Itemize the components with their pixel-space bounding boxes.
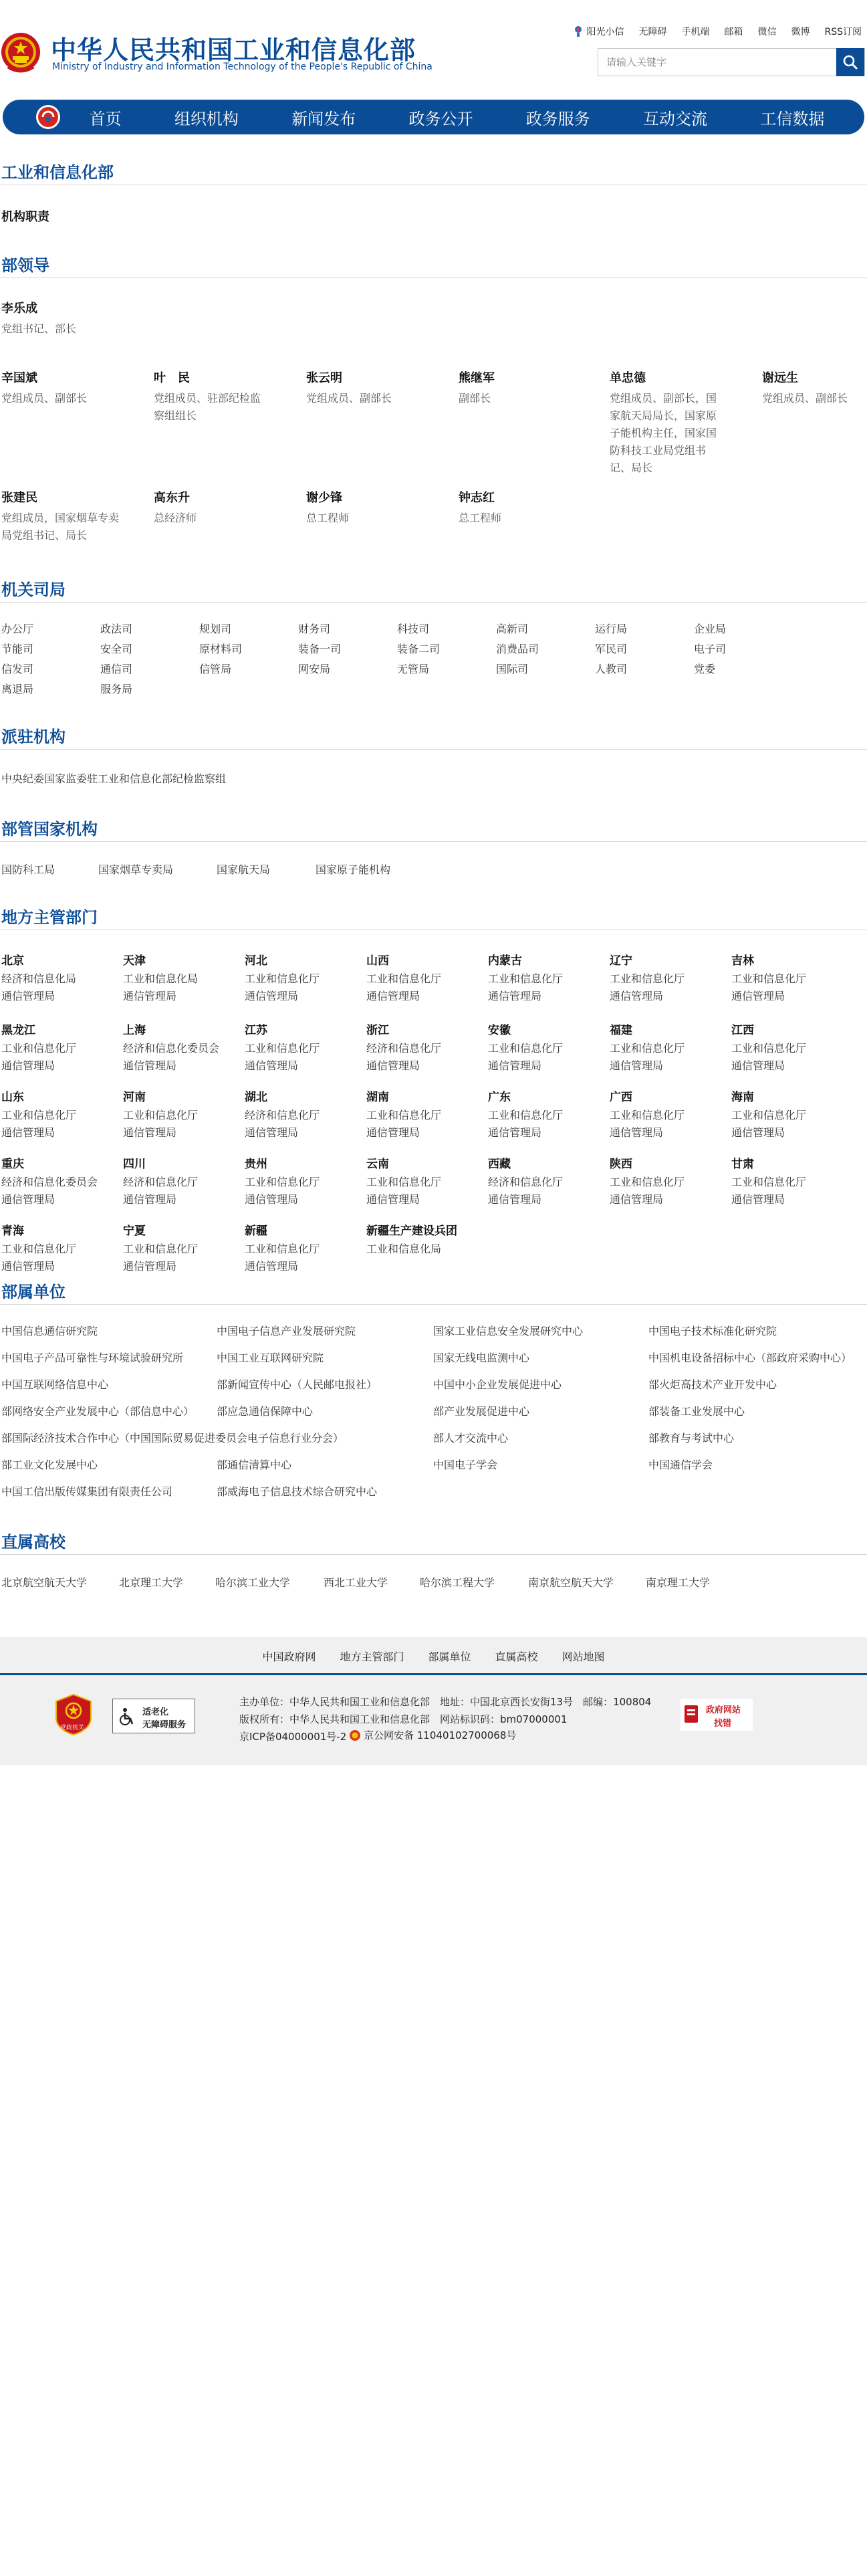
province-industry-link[interactable]: 经济和信息化厅 (366, 1042, 442, 1055)
province-name: 青海 (1, 1224, 24, 1238)
province-industry-link[interactable]: 工业和信息化厅 (245, 972, 320, 985)
site-title-en: Ministry of Industry and Information Technology of the People's Republic of China (52, 62, 432, 72)
province-telecom-link[interactable]: 通信管理局 (1, 1193, 55, 1206)
province-industry-link[interactable]: 经济和信息化厅 (123, 1176, 199, 1188)
top-link-rss[interactable]: RSS订阅 (824, 27, 862, 37)
province-industry-link[interactable]: 工业和信息化厅 (245, 1243, 320, 1255)
national-link[interactable]: 国防科工局 (1, 863, 55, 876)
local-authority-cell (731, 951, 806, 1005)
local-authority-cell (245, 1087, 320, 1142)
unit-link[interactable]: 部威海电子信息技术综合研究中心 (217, 1485, 378, 1498)
section-title-stationed: 派驻机构 (1, 728, 66, 746)
unit-link[interactable]: 国家工业信息安全发展研究中心 (433, 1325, 584, 1337)
footer-link-gov[interactable]: 中国政府网 (262, 1650, 316, 1663)
top-link-mobile[interactable]: 手机端 (681, 27, 710, 37)
province-telecom-link[interactable]: 通信管理局 (1, 1126, 55, 1139)
province-industry-link[interactable]: 经济和信息化委员会 (123, 1042, 220, 1055)
local-grid (1, 951, 864, 1273)
local-authority-cell (488, 951, 563, 1005)
accessibility-label: 无障碍服务 (142, 1720, 187, 1730)
province-name: 河南 (123, 1091, 146, 1104)
province-telecom-link[interactable]: 通信管理局 (366, 1193, 420, 1206)
footer-host: 主办单位：中华人民共和国工业和信息化部 地址：中国北京西长安街13号 邮编：100804 (239, 1696, 652, 1708)
universities-list (1, 1574, 864, 1590)
province-industry-link[interactable]: 工业和信息化厅 (610, 1042, 685, 1055)
local-authority-cell (488, 1154, 563, 1208)
province-telecom-link[interactable]: 通信管理局 (731, 990, 785, 1002)
province-telecom-link[interactable]: 通信管理局 (123, 1059, 177, 1072)
university-link[interactable]: 哈尔滨工业大学 (215, 1576, 291, 1589)
local-authority-cell (366, 1221, 457, 1258)
footer-police-label: 京公网安备 11040102700068号 (364, 1729, 517, 1741)
province-industry-link[interactable]: 工业和信息化厅 (731, 1176, 807, 1188)
national-list (1, 861, 536, 877)
local-authority-cell (488, 1087, 563, 1142)
local-authority-cell (1, 951, 76, 1005)
leader-card[interactable] (762, 368, 866, 407)
dept-link[interactable]: 党委 (694, 663, 716, 675)
province-telecom-link[interactable]: 通信管理局 (488, 1059, 542, 1072)
section-title-departments: 机关司局 (1, 580, 66, 599)
national-emblem-icon (0, 29, 41, 76)
province-telecom-link[interactable]: 通信管理局 (488, 1193, 542, 1206)
province-name: 宁夏 (123, 1224, 146, 1238)
local-authority-cell (245, 1021, 320, 1075)
unit-link[interactable]: 部工业文化发展中心 (1, 1459, 98, 1471)
leader-card[interactable] (154, 368, 267, 425)
leader-role: 党组成员、副部长，国家航天局局长，国家原子能机构主任，国家国防科技工业局党组书记、局长 (610, 392, 717, 474)
province-industry-link[interactable]: 工业和信息化厅 (123, 1243, 199, 1255)
province-industry-link[interactable]: 工业和信息化厅 (366, 1176, 442, 1188)
accessibility-label: 适老化 (142, 1707, 169, 1717)
unit-link[interactable]: 中国电子信息产业发展研究院 (217, 1325, 356, 1337)
province-telecom-link[interactable]: 通信管理局 (1, 1260, 55, 1273)
leader-role: 党组书记、部长 (1, 322, 77, 335)
province-industry-link[interactable]: 工业和信息化厅 (488, 972, 564, 985)
local-authority-cell (488, 1021, 563, 1075)
province-telecom-link[interactable]: 通信管理局 (123, 1260, 177, 1273)
dept-link[interactable]: 信管局 (199, 663, 232, 675)
leader-name: 熊继军 (459, 371, 495, 385)
leader-name: 辛国斌 (1, 371, 37, 385)
leader-card[interactable] (610, 368, 723, 477)
nav-home[interactable]: 首页 (89, 109, 122, 128)
nav-gov-services[interactable]: 政务服务 (525, 109, 590, 128)
leader-role: 党组成员、驻部纪检监察组组长 (154, 392, 261, 422)
unit-link[interactable]: 部装备工业发展中心 (648, 1405, 745, 1418)
province-name: 新疆 (245, 1224, 267, 1238)
unit-link[interactable]: 部新闻宣传中心（人民邮电报社） (217, 1378, 378, 1391)
university-link[interactable]: 北京理工大学 (119, 1576, 184, 1589)
party-gov-badge-label: 党政机关 (60, 1725, 85, 1731)
site-title-cn: 中华人民共和国工业和信息化部 (51, 35, 416, 65)
footer-link-local[interactable]: 地方主管部门 (340, 1650, 404, 1663)
leader-name: 钟志红 (459, 491, 495, 505)
province-industry-link[interactable]: 工业和信息化厅 (245, 1042, 320, 1055)
province-name: 江苏 (245, 1024, 267, 1037)
province-industry-link[interactable]: 工业和信息化厅 (610, 1109, 685, 1121)
dept-link[interactable]: 企业局 (694, 623, 727, 635)
province-name: 西藏 (488, 1158, 511, 1171)
leader-role: 党组成员，国家烟草专卖局党组书记、局长 (1, 512, 120, 542)
province-telecom-link[interactable]: 通信管理局 (366, 1126, 420, 1139)
dept-link[interactable]: 国际司 (496, 663, 529, 675)
leader-role: 总经济师 (154, 512, 197, 524)
leader-role: 党组成员、副部长 (762, 392, 848, 405)
local-authority-cell (123, 1087, 198, 1142)
dept-link[interactable]: 装备二司 (397, 643, 441, 655)
province-name: 安徽 (488, 1024, 511, 1037)
unit-link[interactable]: 国家无线电监测中心 (433, 1352, 530, 1364)
party-gov-badge[interactable] (53, 1693, 94, 1736)
province-telecom-link[interactable]: 通信管理局 (123, 1193, 177, 1206)
leader-name: 叶 民 (154, 371, 190, 385)
province-telecom-link[interactable]: 通信管理局 (610, 1193, 664, 1206)
university-link[interactable]: 北京航空航天大学 (1, 1576, 88, 1589)
province-name: 辽宁 (610, 954, 632, 968)
province-telecom-link[interactable]: 通信管理局 (245, 1260, 299, 1273)
wheelchair-icon (118, 1707, 136, 1726)
unit-link[interactable]: 部网络安全产业发展中心（部信息中心） (1, 1405, 195, 1418)
divider (0, 1304, 867, 1305)
national-link[interactable]: 国家航天局 (217, 863, 271, 876)
local-authority-cell (610, 1154, 685, 1208)
search-box (598, 48, 865, 76)
footer-link-universities[interactable]: 直属高校 (495, 1650, 538, 1663)
section-title-leaders: 部领导 (1, 256, 49, 275)
province-telecom-link[interactable]: 通信管理局 (245, 990, 299, 1002)
leader-card[interactable] (306, 488, 426, 527)
section-title-local: 地方主管部门 (1, 908, 98, 927)
section-title-national: 部管国家机构 (1, 820, 98, 839)
footer-icp[interactable]: 京ICP备04000001号-2 (239, 1731, 347, 1743)
nav-gov-affairs[interactable]: 政务公开 (408, 109, 473, 128)
nav-organization[interactable]: 组织机构 (174, 109, 239, 128)
local-authority-cell (245, 1154, 320, 1208)
leader-role: 党组成员、副部长 (306, 392, 392, 405)
province-telecom-link[interactable]: 通信管理局 (1, 990, 55, 1002)
unit-link[interactable]: 部通信清算中心 (217, 1459, 292, 1471)
province-industry-link[interactable]: 经济和信息化局 (1, 972, 77, 985)
province-name: 湖北 (245, 1091, 267, 1104)
province-industry-link[interactable]: 工业和信息化局 (123, 972, 199, 985)
province-telecom-link[interactable]: 通信管理局 (366, 1059, 420, 1072)
unit-link[interactable]: 中国工信出版传媒集团有限责任公司 (1, 1485, 173, 1498)
province-name: 上海 (123, 1024, 146, 1037)
footer-copyright: 版权所有：中华人民共和国工业和信息化部 网站标识码：bm07000001 (239, 1713, 568, 1725)
footer-link-sitemap[interactable]: 网站地图 (562, 1650, 605, 1663)
local-authority-cell (1, 1087, 76, 1142)
local-authority-cell (731, 1021, 806, 1075)
local-authority-cell (1, 1021, 76, 1075)
province-industry-link[interactable]: 工业和信息化厅 (731, 972, 807, 985)
dept-link[interactable]: 办公厅 (1, 623, 34, 635)
nav-interaction[interactable]: 互动交流 (643, 109, 708, 128)
province-telecom-link[interactable]: 通信管理局 (610, 1126, 664, 1139)
section-title-ministry: 工业和信息化部 (1, 163, 114, 182)
divider (0, 602, 867, 603)
province-name: 吉林 (731, 954, 754, 968)
nav-news[interactable]: 新闻发布 (291, 109, 356, 128)
province-industry-link[interactable]: 工业和信息化厅 (366, 972, 442, 985)
leader-name: 谢远生 (762, 371, 798, 385)
unit-link[interactable]: 中国工业互联网研究院 (217, 1352, 324, 1364)
province-name: 贵州 (245, 1158, 267, 1171)
province-industry-link[interactable]: 工业和信息化厅 (610, 1176, 685, 1188)
local-authority-cell (123, 1221, 198, 1275)
dept-link[interactable]: 节能司 (1, 643, 34, 655)
leader-card[interactable] (154, 488, 274, 527)
dept-link[interactable]: 消费品司 (496, 643, 539, 655)
province-name: 广西 (610, 1091, 632, 1104)
leader-name: 高东升 (154, 491, 190, 505)
province-industry-link[interactable]: 工业和信息化厅 (366, 1109, 442, 1121)
top-link-mail[interactable]: 邮箱 (724, 27, 743, 37)
province-name: 天津 (123, 954, 146, 968)
unit-link[interactable]: 部火炬高技术产业开发中心 (648, 1378, 777, 1391)
unit-link[interactable]: 中国信息通信研究院 (1, 1325, 98, 1337)
divider (0, 1554, 867, 1555)
province-name: 四川 (123, 1158, 146, 1171)
province-name: 福建 (610, 1024, 632, 1037)
dept-link[interactable]: 通信司 (100, 663, 133, 675)
divider (0, 749, 867, 750)
national-link[interactable]: 国家原子能机构 (316, 863, 391, 876)
error-badge-label: 政府网站 (706, 1705, 741, 1715)
unit-link[interactable]: 中国通信学会 (648, 1459, 713, 1471)
top-link-accessibility[interactable]: 无障碍 (638, 27, 667, 37)
dept-link[interactable]: 高新司 (496, 623, 529, 635)
top-link-label: 阳光小信 (586, 27, 624, 37)
dept-link[interactable]: 网安局 (298, 663, 331, 675)
local-authority-cell (731, 1087, 806, 1142)
province-industry-link[interactable]: 工业和信息化厅 (610, 972, 685, 985)
province-industry-link[interactable]: 经济和信息化厅 (245, 1109, 320, 1121)
province-name: 河北 (245, 954, 267, 968)
province-name: 浙江 (366, 1024, 389, 1037)
province-industry-link[interactable]: 经济和信息化厅 (488, 1176, 564, 1188)
units-grid (1, 1323, 864, 1497)
duties-link[interactable]: 机构职责 (1, 210, 49, 224)
police-badge-icon (349, 1729, 361, 1741)
leader-name: 张建民 (1, 491, 37, 505)
province-telecom-link[interactable]: 通信管理局 (245, 1126, 299, 1139)
dept-link[interactable]: 军民司 (595, 643, 628, 655)
leader-name: 谢少锋 (306, 491, 342, 505)
local-authority-cell (123, 1021, 219, 1075)
province-telecom-link[interactable]: 通信管理局 (610, 1059, 664, 1072)
dept-link[interactable]: 装备一司 (298, 643, 342, 655)
province-name: 新疆生产建设兵团 (366, 1224, 457, 1238)
province-industry-link[interactable]: 工业和信息化厅 (245, 1176, 320, 1188)
top-link-wechat[interactable]: 微信 (757, 27, 777, 37)
dept-link[interactable]: 规划司 (199, 623, 232, 635)
dept-link[interactable]: 科技司 (397, 623, 430, 635)
province-telecom-link[interactable]: 通信管理局 (366, 990, 420, 1002)
footer-links (0, 1648, 867, 1664)
top-link-sunshine[interactable] (573, 25, 624, 38)
province-name: 海南 (731, 1091, 754, 1104)
province-telecom-link[interactable]: 通信管理局 (731, 1059, 785, 1072)
top-link-weibo[interactable]: 微博 (791, 27, 810, 37)
leader-card[interactable] (459, 488, 579, 527)
footer-police[interactable] (349, 1728, 516, 1742)
province-name: 重庆 (1, 1158, 24, 1171)
province-industry-link[interactable]: 工业和信息化厅 (1, 1243, 77, 1255)
university-link[interactable]: 南京航空航天大学 (528, 1576, 614, 1589)
province-name: 内蒙古 (488, 954, 522, 968)
province-industry-link[interactable]: 工业和信息化厅 (488, 1109, 564, 1121)
dept-link[interactable]: 信发司 (1, 663, 34, 675)
province-telecom-link[interactable]: 通信管理局 (610, 990, 664, 1002)
divider (0, 841, 867, 842)
province-name: 江西 (731, 1024, 754, 1037)
national-link[interactable]: 国家烟草专卖局 (98, 863, 174, 876)
province-industry-link[interactable]: 工业和信息化局 (366, 1243, 442, 1255)
unit-link[interactable]: 部教育与考试中心 (648, 1432, 735, 1444)
dept-link[interactable]: 无管局 (397, 663, 430, 675)
error-badge-label: 找错 (714, 1719, 732, 1729)
province-industry-link[interactable]: 工业和信息化厅 (731, 1109, 807, 1121)
leader-role: 副部长 (459, 392, 491, 405)
province-name: 湖南 (366, 1091, 389, 1104)
province-telecom-link[interactable]: 通信管理局 (488, 990, 542, 1002)
leader-name: 单忠德 (610, 371, 646, 385)
site-logo[interactable] (0, 27, 432, 80)
local-authority-cell (123, 951, 198, 1005)
local-authority-cell (1, 1221, 76, 1275)
province-telecom-link[interactable]: 通信管理局 (245, 1059, 299, 1072)
local-authority-cell (731, 1154, 806, 1208)
province-name: 山东 (1, 1091, 24, 1104)
leader-card[interactable] (1, 488, 125, 544)
province-telecom-link[interactable]: 通信管理局 (123, 990, 177, 1002)
province-name: 甘肃 (731, 1158, 754, 1171)
section-title-universities: 直属高校 (1, 1533, 66, 1551)
leader-card[interactable] (1, 368, 122, 407)
province-industry-link[interactable]: 工业和信息化厅 (488, 1042, 564, 1055)
university-link[interactable]: 南京理工大学 (646, 1576, 711, 1589)
dept-link[interactable]: 安全司 (100, 643, 133, 655)
unit-link[interactable]: 中国电子学会 (433, 1459, 498, 1471)
error-report-icon (683, 1704, 701, 1725)
unit-link[interactable]: 部应急通信保障中心 (217, 1405, 314, 1418)
unit-link[interactable]: 部产业发展促进中心 (433, 1405, 530, 1418)
dept-link[interactable]: 服务局 (100, 683, 133, 695)
search-input[interactable] (598, 49, 835, 76)
top-links (573, 24, 862, 39)
nav-data[interactable]: 工信数据 (760, 109, 825, 128)
main-nav (3, 100, 864, 134)
province-industry-link[interactable]: 经济和信息化委员会 (1, 1176, 98, 1188)
province-industry-link[interactable]: 工业和信息化厅 (123, 1109, 199, 1121)
province-name: 黑龙江 (1, 1024, 35, 1037)
province-telecom-link[interactable]: 通信管理局 (1, 1059, 55, 1072)
local-authority-cell (610, 1021, 685, 1075)
site-error-badge[interactable] (680, 1699, 753, 1731)
province-name: 山西 (366, 954, 389, 968)
accessibility-badge[interactable] (112, 1699, 195, 1733)
ministry-logo-icon (33, 102, 63, 132)
unit-link[interactable]: 中国互联网络信息中心 (1, 1378, 109, 1391)
province-industry-link[interactable]: 工业和信息化厅 (1, 1109, 77, 1121)
university-link[interactable]: 西北工业大学 (324, 1576, 388, 1589)
unit-link[interactable]: 中国机电设备招标中心（部政府采购中心） (648, 1352, 852, 1364)
leader-role: 总工程师 (459, 512, 502, 524)
province-telecom-link[interactable]: 通信管理局 (488, 1126, 542, 1139)
leader-card[interactable] (459, 368, 579, 407)
dept-link[interactable]: 运行局 (595, 623, 628, 635)
province-telecom-link[interactable]: 通信管理局 (123, 1126, 177, 1139)
stationed-link[interactable]: 中央纪委国家监委驻工业和信息化部纪检监察组 (1, 772, 227, 785)
unit-link[interactable]: 中国电子产品可靠性与环境试验研究所 (1, 1352, 184, 1364)
province-name: 陕西 (610, 1158, 632, 1171)
province-telecom-link[interactable]: 通信管理局 (731, 1126, 785, 1139)
search-icon (842, 54, 858, 70)
leader-role: 党组成员、副部长 (1, 392, 88, 405)
leader-name: 张云明 (306, 371, 342, 385)
section-title-units: 部属单位 (1, 1283, 66, 1301)
local-authority-cell (610, 951, 685, 1005)
province-name: 北京 (1, 954, 24, 968)
local-authority-cell (610, 1087, 685, 1142)
dept-link[interactable]: 人教司 (595, 663, 628, 675)
stationed-list (1, 770, 402, 786)
departments-list (1, 621, 864, 701)
local-authority-cell (366, 951, 441, 1005)
dept-link[interactable]: 离退局 (1, 683, 34, 695)
local-authority-cell (245, 1221, 320, 1275)
province-name: 云南 (366, 1158, 389, 1171)
leader-role: 总工程师 (306, 512, 350, 524)
local-authority-cell (123, 1154, 198, 1208)
province-telecom-link[interactable]: 通信管理局 (245, 1193, 299, 1206)
province-name: 广东 (488, 1091, 511, 1104)
local-authority-cell (366, 1021, 441, 1075)
leader-card[interactable] (306, 368, 426, 407)
dept-link[interactable]: 财务司 (298, 623, 331, 635)
unit-link[interactable]: 中国中小企业发展促进中心 (433, 1378, 562, 1391)
unit-link[interactable]: 部人才交流中心 (433, 1432, 509, 1444)
dept-link[interactable]: 原材料司 (199, 643, 243, 655)
footer-divider (0, 1673, 867, 1675)
sunshine-icon (573, 25, 584, 37)
local-authority-cell (1, 1154, 98, 1208)
province-telecom-link[interactable]: 通信管理局 (731, 1193, 785, 1206)
leader-card[interactable] (1, 299, 135, 338)
leader-name: 李乐成 (1, 302, 37, 316)
footer-link-units[interactable]: 部属单位 (428, 1650, 471, 1663)
local-authority-cell (245, 951, 320, 1005)
local-authority-cell (366, 1154, 441, 1208)
university-link[interactable]: 哈尔滨工程大学 (420, 1576, 495, 1589)
local-authority-cell (366, 1087, 441, 1142)
unit-link[interactable]: 中国电子技术标准化研究院 (648, 1325, 777, 1337)
unit-link[interactable]: 部国际经济技术合作中心（中国国际贸易促进委员会电子信息行业分会） (1, 1432, 344, 1444)
dept-link[interactable]: 政法司 (100, 623, 133, 635)
province-industry-link[interactable]: 工业和信息化厅 (1, 1042, 77, 1055)
province-industry-link[interactable]: 工业和信息化厅 (731, 1042, 807, 1055)
dept-link[interactable]: 电子司 (694, 643, 727, 655)
search-button[interactable] (836, 48, 864, 76)
